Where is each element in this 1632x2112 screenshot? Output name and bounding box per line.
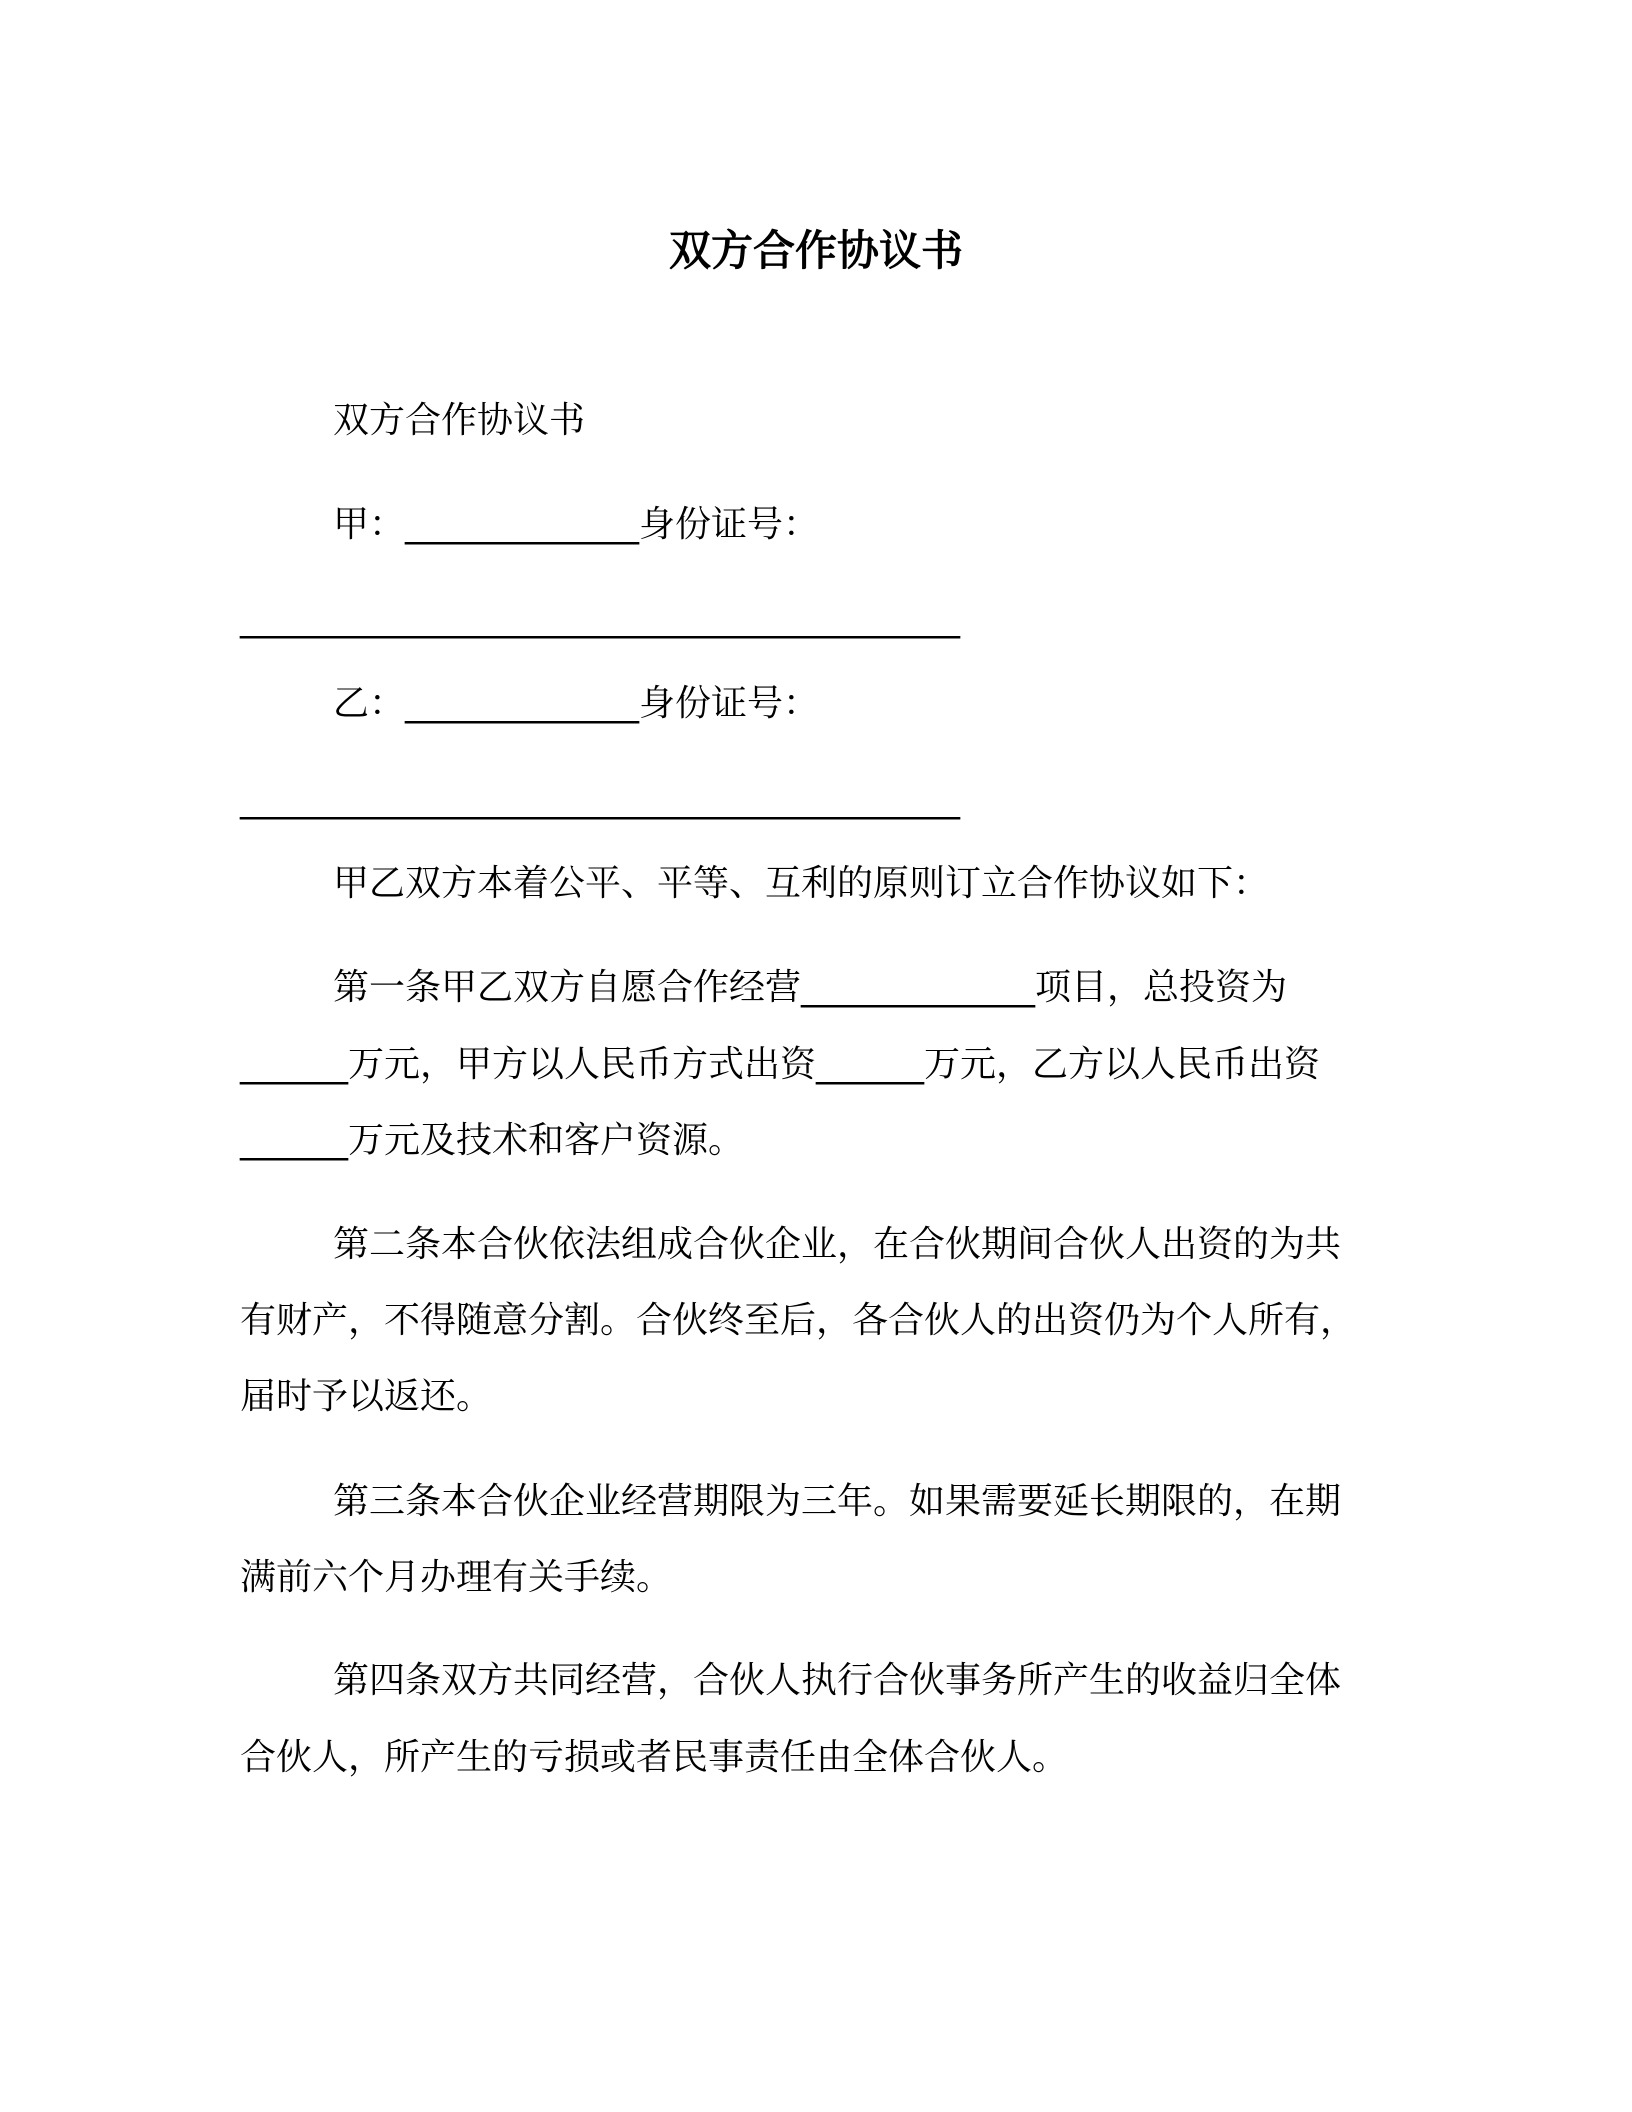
article-line: 第二条本合伙依法组成合伙企业，在合伙期间合伙人出资的为共 xyxy=(333,1224,1342,1265)
document-subtitle: 双方合作协议书 xyxy=(333,400,586,441)
article-line: 有财产，不得随意分割。合伙终至后，各合伙人的出资仍为个人所有， xyxy=(240,1300,1357,1341)
document-title: 双方合作协议书 xyxy=(668,226,963,275)
article-line: 第四条双方共同经营，合伙人执行合伙事务所产生的收益归全体 xyxy=(333,1660,1342,1701)
article-line: 第一条甲乙双方自愿合作经营_____________项目，总投资为 xyxy=(333,967,1288,1008)
party-a-line: 甲：_____________身份证号： xyxy=(333,504,820,545)
article-line: ______万元及技术和客户资源。 xyxy=(240,1120,745,1161)
article-line: 届时予以返还。 xyxy=(240,1376,493,1417)
article-line: 满前六个月办理有关手续。 xyxy=(240,1557,673,1598)
preamble: 甲乙双方本着公平、平等、互利的原则订立合作协议如下： xyxy=(333,863,1270,904)
article-line: ______万元，甲方以人民币方式出资______万元，乙方以人民币出资 xyxy=(240,1044,1321,1085)
party-a-id-blank: ________________________________________ xyxy=(240,598,960,639)
article-line: 合伙人，所产生的亏损或者民事责任由全体合伙人。 xyxy=(240,1737,1069,1778)
party-b-id-blank: ________________________________________ xyxy=(240,779,960,820)
article-line: 第三条本合伙企业经营期限为三年。如果需要延长期限的，在期 xyxy=(333,1481,1342,1522)
party-b-line: 乙：_____________身份证号： xyxy=(333,683,820,724)
